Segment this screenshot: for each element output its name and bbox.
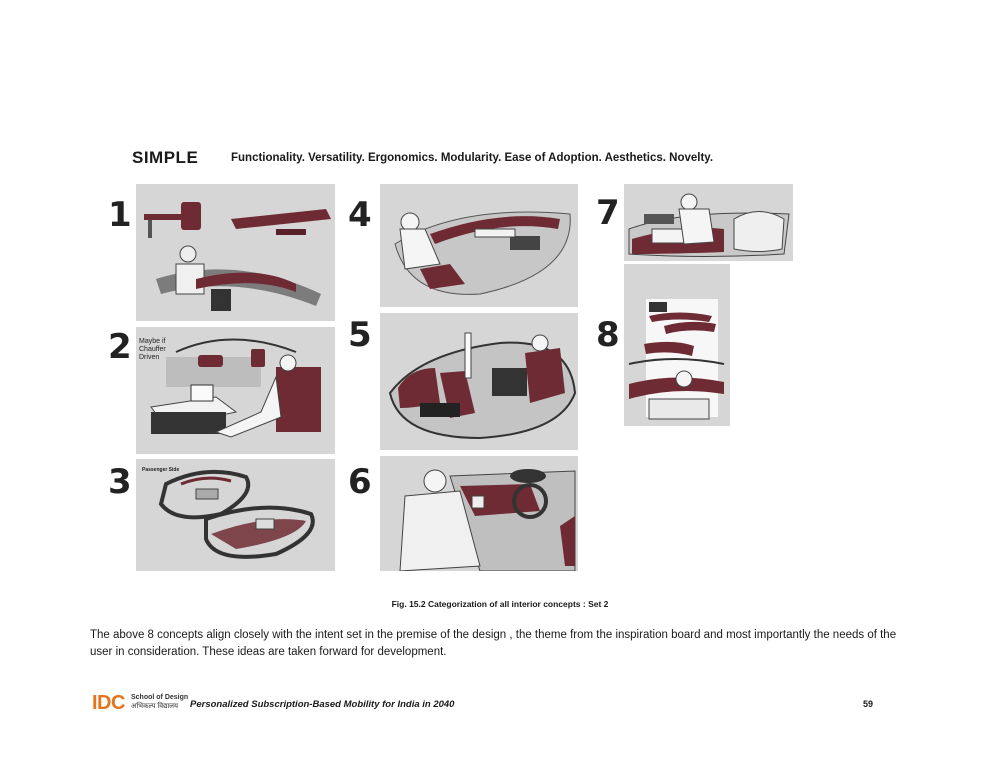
figure-caption: Fig. 15.2 Categorization of all interior concepts : Set 2 — [391, 599, 609, 609]
concept-number-8: 8 — [596, 315, 620, 355]
concept-sketch-3 — [136, 459, 335, 571]
section-heading: SIMPLE — [132, 148, 199, 167]
concept-number-3: 3 — [108, 462, 132, 502]
page-number: 59 — [863, 699, 874, 709]
concept-sketch-2 — [136, 327, 335, 454]
concept-number-7: 7 — [596, 193, 620, 233]
logo-hindi-line: अभिकल्प विद्यालय — [131, 703, 179, 710]
design-criteria: Functionality. Versatility. Ergonomics. Modularity. Ease of Adoption. Aesthetics. Novelty. — [231, 152, 714, 164]
logo-english-line: School of Design — [131, 694, 189, 701]
concept-sketch-6 — [380, 456, 578, 571]
footer-title: Personalized Subscription-Based Mobility for India in 2040 — [190, 699, 455, 710]
concept-note-2: Maybe if Chauffer Driven — [139, 338, 166, 361]
concept-sketch-5 — [380, 313, 578, 450]
concept-number-6: 6 — [348, 462, 372, 502]
idc-logo: IDC — [92, 692, 125, 714]
concept-sketch-7 — [624, 184, 793, 261]
concept-sketch-4 — [380, 184, 578, 307]
body-paragraph: The above 8 concepts align closely with the intent set in the premise of the design , the theme from the inspiration board and most importantly the needs of the user in consideration. These ideas are taken forward for development. — [90, 629, 897, 658]
concept-note-3: Passenger Side — [142, 467, 180, 473]
concept-number-1: 1 — [108, 195, 132, 235]
concept-sketch-8 — [624, 264, 730, 426]
concept-number-4: 4 — [348, 195, 372, 235]
concept-number-2: 2 — [108, 327, 132, 367]
concept-sketch-1 — [136, 184, 335, 321]
concept-number-5: 5 — [348, 315, 372, 355]
